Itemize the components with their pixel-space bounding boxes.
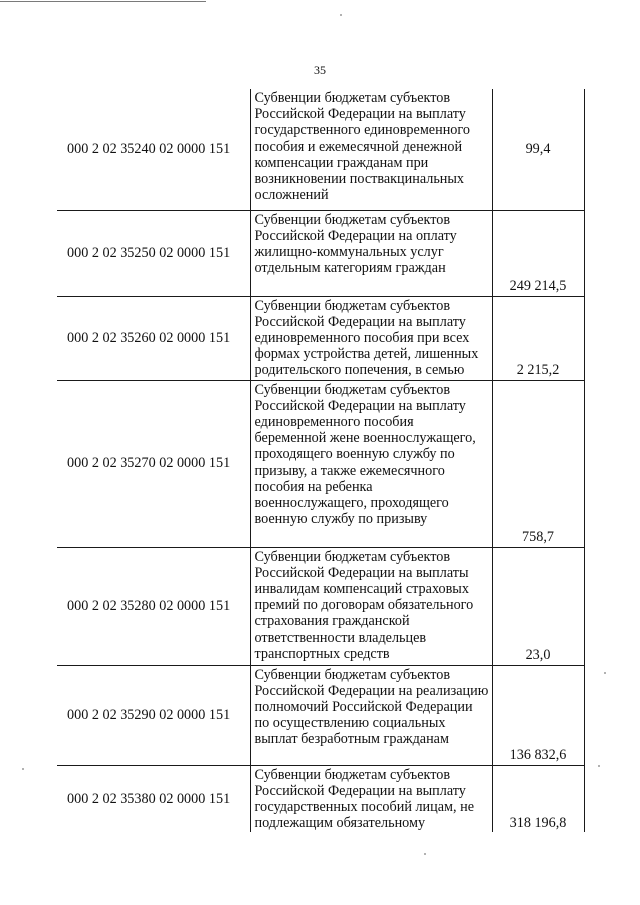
budget-description: Субвенции бюджетам субъектов Российской Федерации на оплату жилищно-коммунальных услуг отдельным категориям граждан [250,210,492,296]
table-row [57,765,584,832]
budget-description: Субвенции бюджетам субъектов Российской Федерации на реализацию полномочий Российской Федерации по осуществлению социальных выплат безработным гражданам [250,665,492,765]
budget-description: Субвенции бюджетам субъектов Российской Федерации на выплату государственного единовременного пособия и ежемесячной денежной компенсации гражданам при возникновении поствакцинальных осложнений [250,89,492,210]
budget-code: 000 2 02 35250 02 0000 151 [57,210,250,296]
table-row [57,89,584,210]
budget-code: 000 2 02 35290 02 0000 151 [57,665,250,765]
budget-amount: 136 832,6 [492,665,584,765]
table-row [57,547,584,665]
table-row [57,296,584,380]
scan-speck [22,768,24,770]
table-row [57,210,584,296]
budget-code: 000 2 02 35280 02 0000 151 [57,547,250,665]
scan-speck [604,672,606,674]
budget-code: 000 2 02 35380 02 0000 151 [57,765,250,832]
budget-description: Субвенции бюджетам субъектов Российской Федерации на выплату единовременного пособия беременной жене военнослужащего, проходящего военную службу по призыву, а также ежемесячного пособия на ребенка военнослужащего, проходящего военную службу по призыву [250,380,492,547]
scan-speck [424,853,426,855]
budget-code: 000 2 02 35260 02 0000 151 [57,296,250,380]
scan-edge-line [0,1,206,2]
budget-amount: 318 196,8 [492,765,584,832]
scan-speck [340,14,342,16]
budget-amount: 249 214,5 [492,210,584,296]
budget-description: Субвенции бюджетам субъектов Российской Федерации на выплаты инвалидам компенсаций страховых премий по договорам обязательного страхования гражданской ответственности владельцев транспортных средств [250,547,492,665]
budget-table [57,89,585,832]
table-row [57,380,584,547]
budget-amount: 99,4 [492,89,584,210]
budget-code: 000 2 02 35270 02 0000 151 [57,380,250,547]
scan-speck [598,765,600,767]
budget-code: 000 2 02 35240 02 0000 151 [57,89,250,210]
page-number: 35 [314,63,326,77]
table-row [57,665,584,765]
budget-amount: 2 215,2 [492,296,584,380]
budget-amount: 23,0 [492,547,584,665]
budget-amount: 758,7 [492,380,584,547]
budget-description: Субвенции бюджетам субъектов Российской Федерации на выплату единовременного пособия при всех формах устройства детей, лишенных родительского попечения, в семью [250,296,492,380]
budget-description: Субвенции бюджетам субъектов Российской Федерации на выплату государственных пособий лицам, не подлежащим обязательному [250,765,492,832]
